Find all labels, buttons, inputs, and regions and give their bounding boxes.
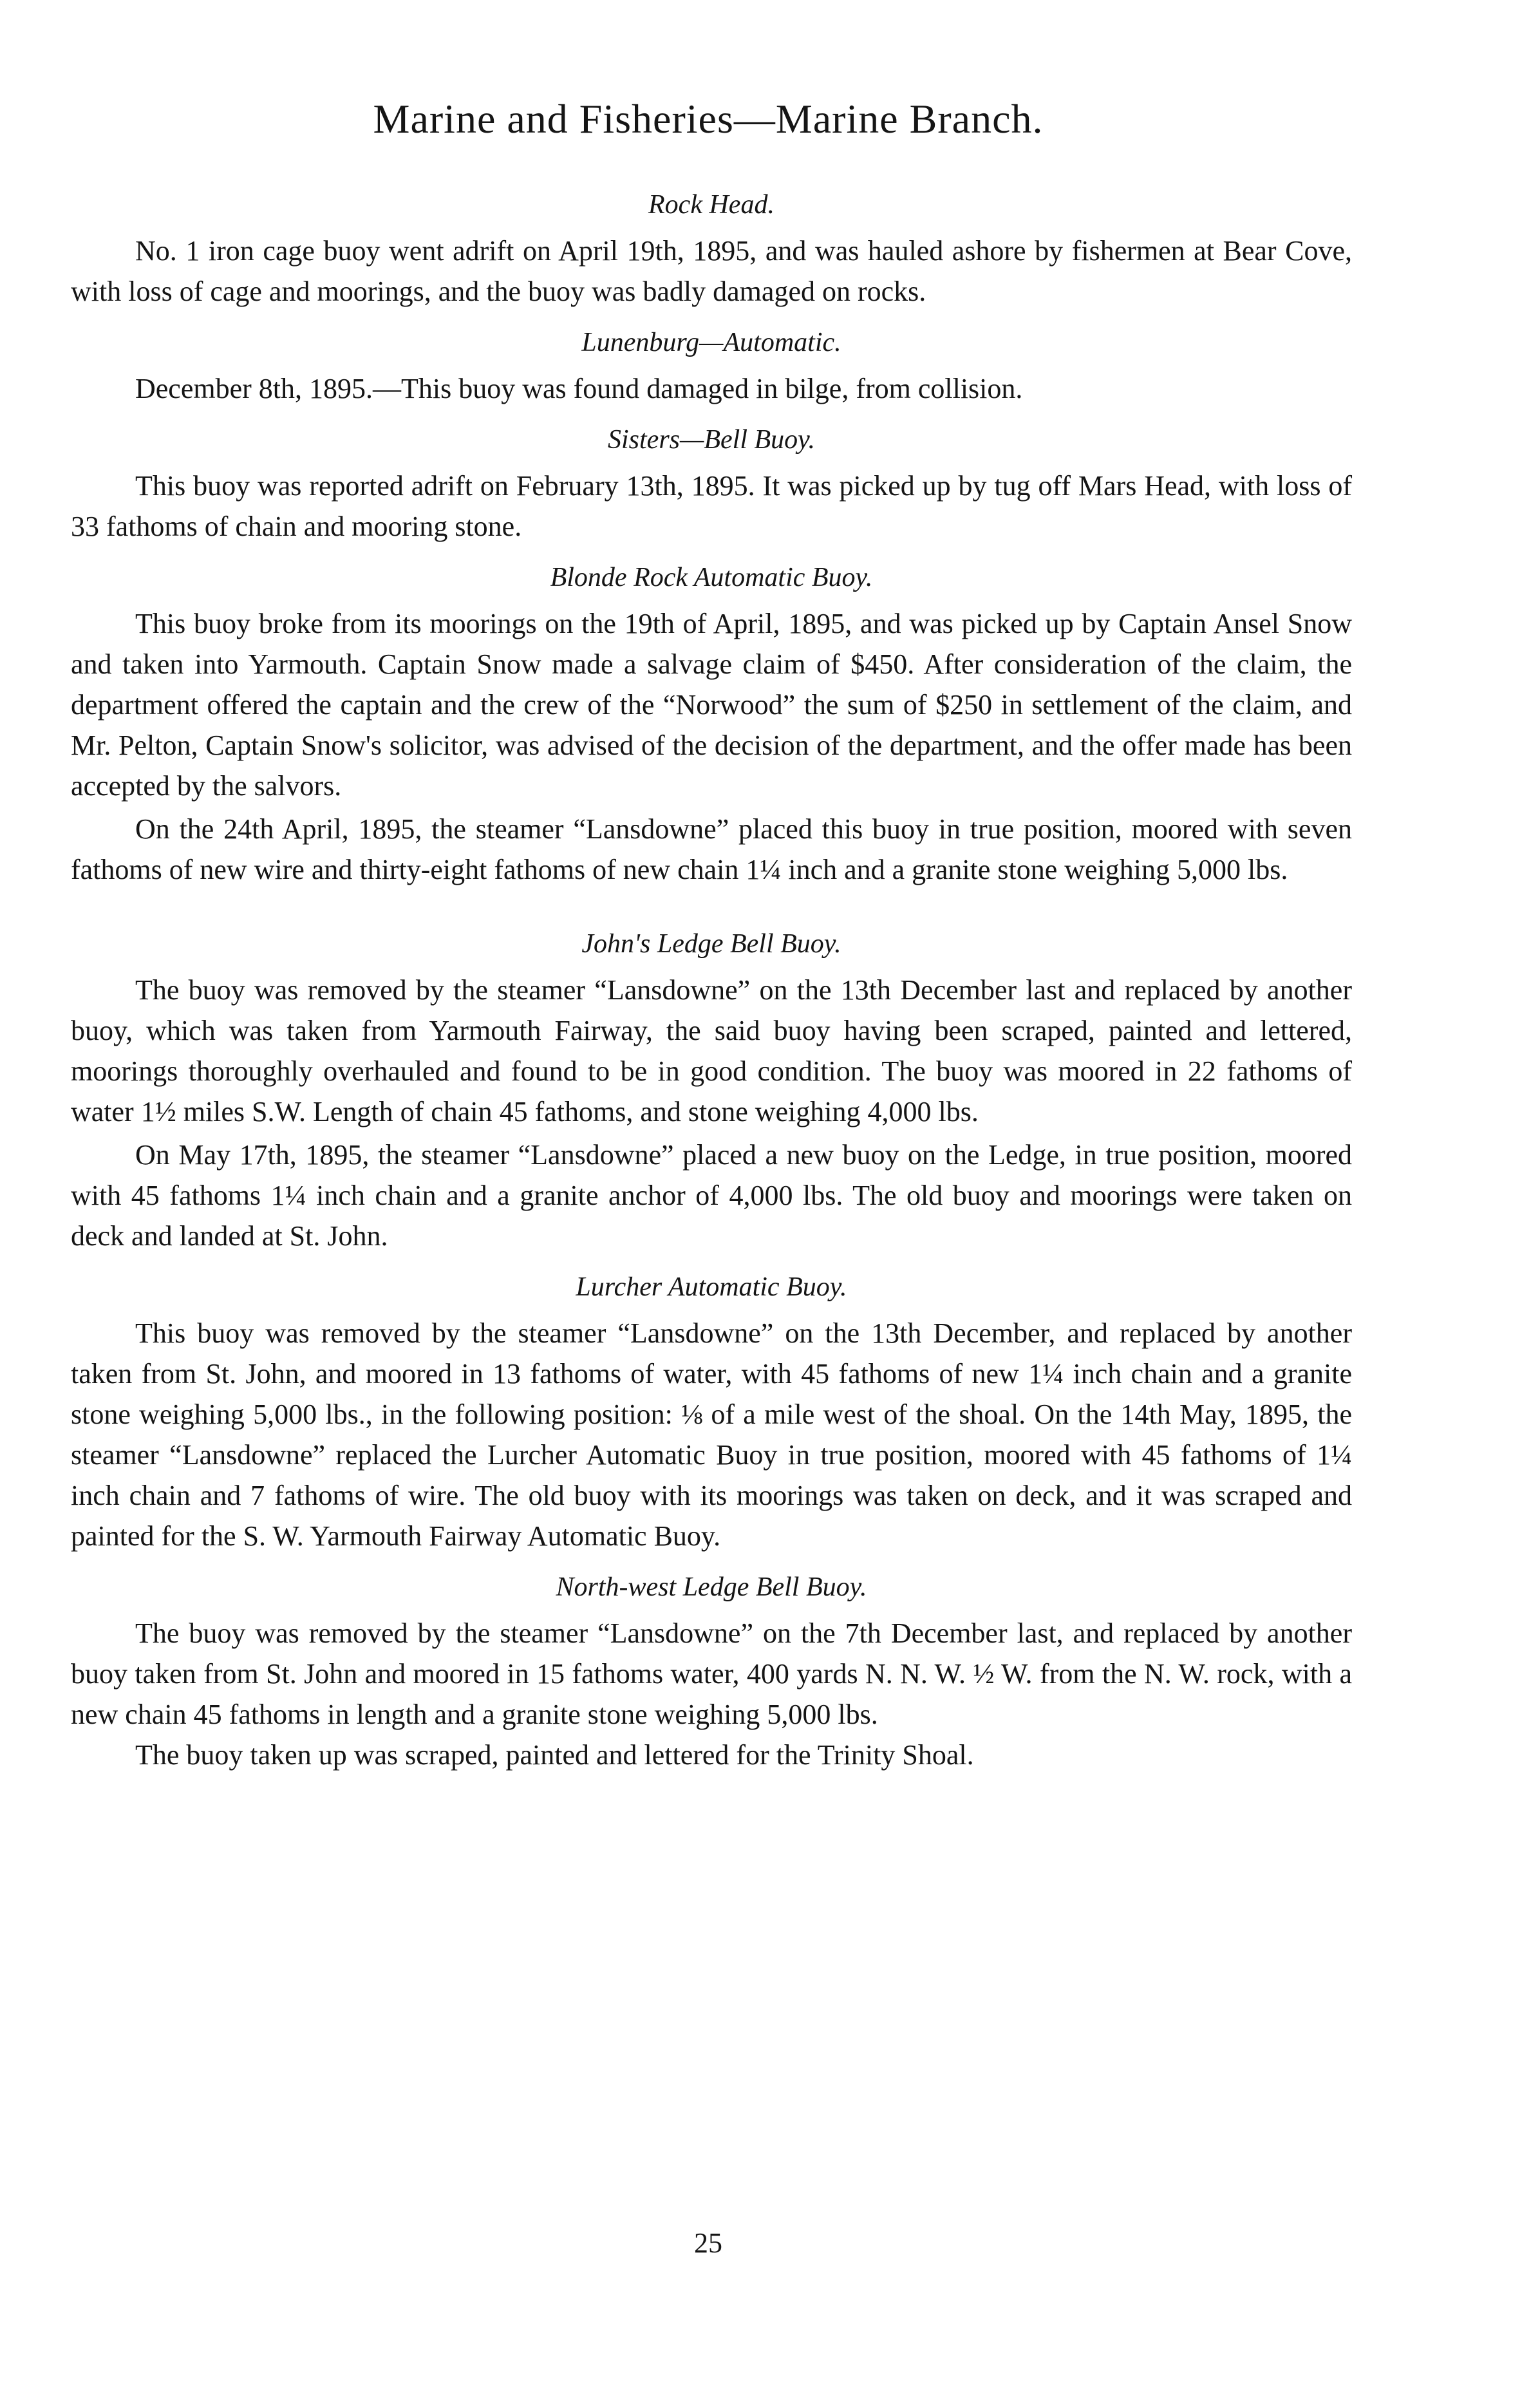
- paragraph: December 8th, 1895.—This buoy was found damaged in bilge, from collision.: [135, 373, 1023, 404]
- document-page: [64, 0, 1352, 2403]
- paragraph: On May 17th, 1895, the steamer “Lansdowne” placed a new buoy on the Ledge, in true position, moored with 45 fathoms 1¼ inch chain and a granite anchor of 4,000 lbs. The old buoy and moorings were taken on deck and landed at St. John.: [71, 1139, 1352, 1252]
- page-number: 25: [694, 2227, 722, 2259]
- section-title-johns-ledge: John's Ledge Bell Buoy.: [581, 929, 841, 959]
- running-head: Marine and Fisheries—Marine Branch.: [373, 96, 1044, 142]
- body-text: [71, 187, 1352, 1775]
- paragraph: The buoy was removed by the steamer “Lansdowne” on the 7th December last, and replaced by another buoy taken from St. John and moored in 15 fathoms water, 400 yards N. N. W. ½ W. from the N. W. rock, with a new chain 45 fathoms in length and a granite stone weighing 5,000 lbs.: [71, 1617, 1352, 1730]
- paragraph: The buoy taken up was scraped, painted and lettered for the Trinity Shoal.: [135, 1739, 974, 1771]
- paragraph: This buoy was reported adrift on February 13th, 1895. It was picked up by tug off Mars Head, with loss of 33 fathoms of chain and mooring stone.: [71, 470, 1352, 542]
- section-title-north-west-ledge: North-west Ledge Bell Buoy.: [556, 1572, 867, 1602]
- section-title-lurcher: Lurcher Automatic Buoy.: [576, 1272, 847, 1302]
- paragraph: On the 24th April, 1895, the steamer “Lansdowne” placed this buoy in true position, moored with seven fathoms of new wire and thirty-eight fathoms of new chain 1¼ inch and a granite stone weighing 5,000 lbs.: [71, 813, 1352, 885]
- paragraph: This buoy broke from its moorings on the 19th of April, 1895, and was picked up by Captain Ansel Snow and taken into Yarmouth. Captain Snow made a salvage claim of $450. After consideration of the claim, the department offered the captain and the crew of the “Norwood” the sum of $250 in settlement of the claim, and Mr. Pelton, Captain Snow's solicitor, was advised of the decision of the department, and the offer made has been accepted by the salvors.: [71, 608, 1352, 802]
- section-title-lunenburg: Lunenburg—Automatic.: [581, 328, 841, 357]
- paragraph: No. 1 iron cage buoy went adrift on April 19th, 1895, and was hauled ashore by fishermen at Bear Cove, with loss of cage and moorings, and the buoy was badly damaged on rocks.: [71, 235, 1352, 307]
- section-title-sisters: Sisters—Bell Buoy.: [608, 425, 815, 455]
- paragraph: This buoy was removed by the steamer “Lansdowne” on the 13th December, and replaced by another taken from St. John, and moored in 13 fathoms of water, with 45 fathoms of new 1¼ inch chain and a granite stone weighing 5,000 lbs., in the following position: ⅛ of a mile west of the shoal. On the 14th May, 1895, the steamer “Lansdowne” replaced the Lurcher Automatic Buoy in true position, moored with 45 fathoms of 1¼ inch chain and 7 fathoms of wire. The old buoy with its moorings was taken on deck, and it was scraped and painted for the S. W. Yarmouth Fairway Automatic Buoy.: [71, 1317, 1352, 1552]
- paragraph: The buoy was removed by the steamer “Lansdowne” on the 13th December last and replaced by another buoy, which was taken from Yarmouth Fairway, the said buoy having been scraped, painted and lettered, moorings thoroughly overhauled and found to be in good condition. The buoy was moored in 22 fathoms of water 1½ miles S.W. Length of chain 45 fathoms, and stone weighing 4,000 lbs.: [71, 974, 1352, 1127]
- section-title-rock-head: Rock Head.: [648, 190, 775, 220]
- section-title-blonde-rock: Blonde Rock Automatic Buoy.: [550, 563, 873, 592]
